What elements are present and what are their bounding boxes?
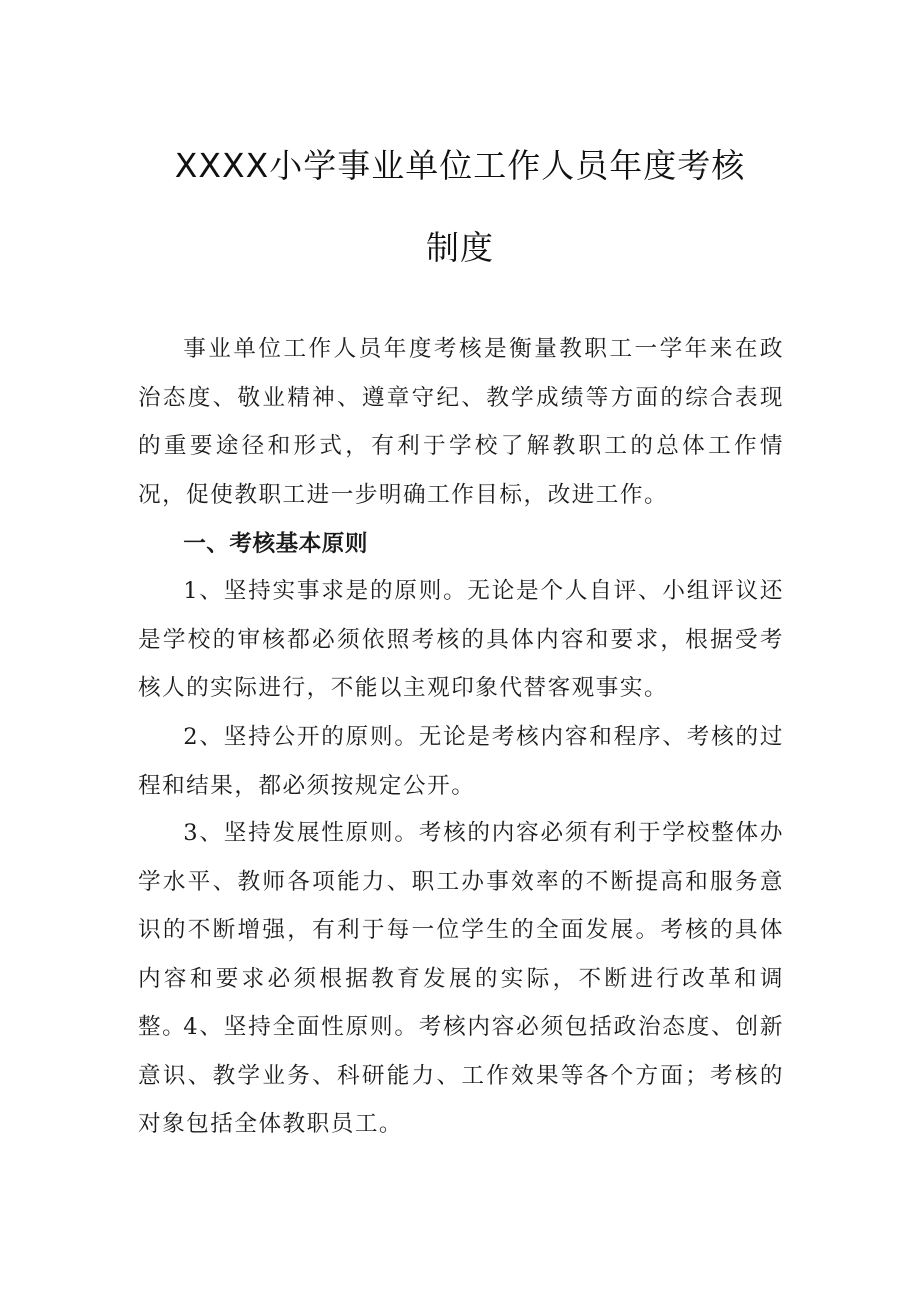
principle-paragraph-3: 3、坚持发展性原则。考核的内容必须有利于学校整体办学水平、教师各项能力、职工办事效率的不断提高和服务意识的不断增强，有利于每一位学生的全面发展。考核的具体内容和要求必须根据教育发展的实际，不断进行改革和调整。 [138, 820, 784, 1040]
document-title-line2: 制度 [426, 228, 494, 267]
section-heading-principles: 一、考核基本原则 [183, 531, 368, 557]
document-title-line1: XXXX小学事业单位工作人员年度考核 [174, 146, 746, 185]
principle-paragraph-4: 4、坚持全面性原则。考核内容必须包括政治态度、创新意识、教学业务、科研能力、工作效果等各个方面；考核的对象包括全体教职员工。 [138, 1014, 784, 1137]
principle-paragraph-2: 2、坚持公开的原则。无论是考核内容和程序、考核的过程和结果，都必须按规定公开。 [138, 724, 784, 799]
intro-paragraph: 事业单位工作人员年度考核是衡量教职工一学年来在政治态度、敬业精神、遵章守纪、教学成绩等方面的综合表现的重要途径和形式，有利于学校了解教职工的总体工作情况，促使教职工进一步明确工作目标，改进工作。 [138, 336, 784, 508]
principle-paragraph-1: 1、坚持实事求是的原则。无论是个人自评、小组评议还是学校的审核都必须依照考核的具体内容和要求，根据受考核人的实际进行，不能以主观印象代替客观事实。 [138, 578, 784, 701]
